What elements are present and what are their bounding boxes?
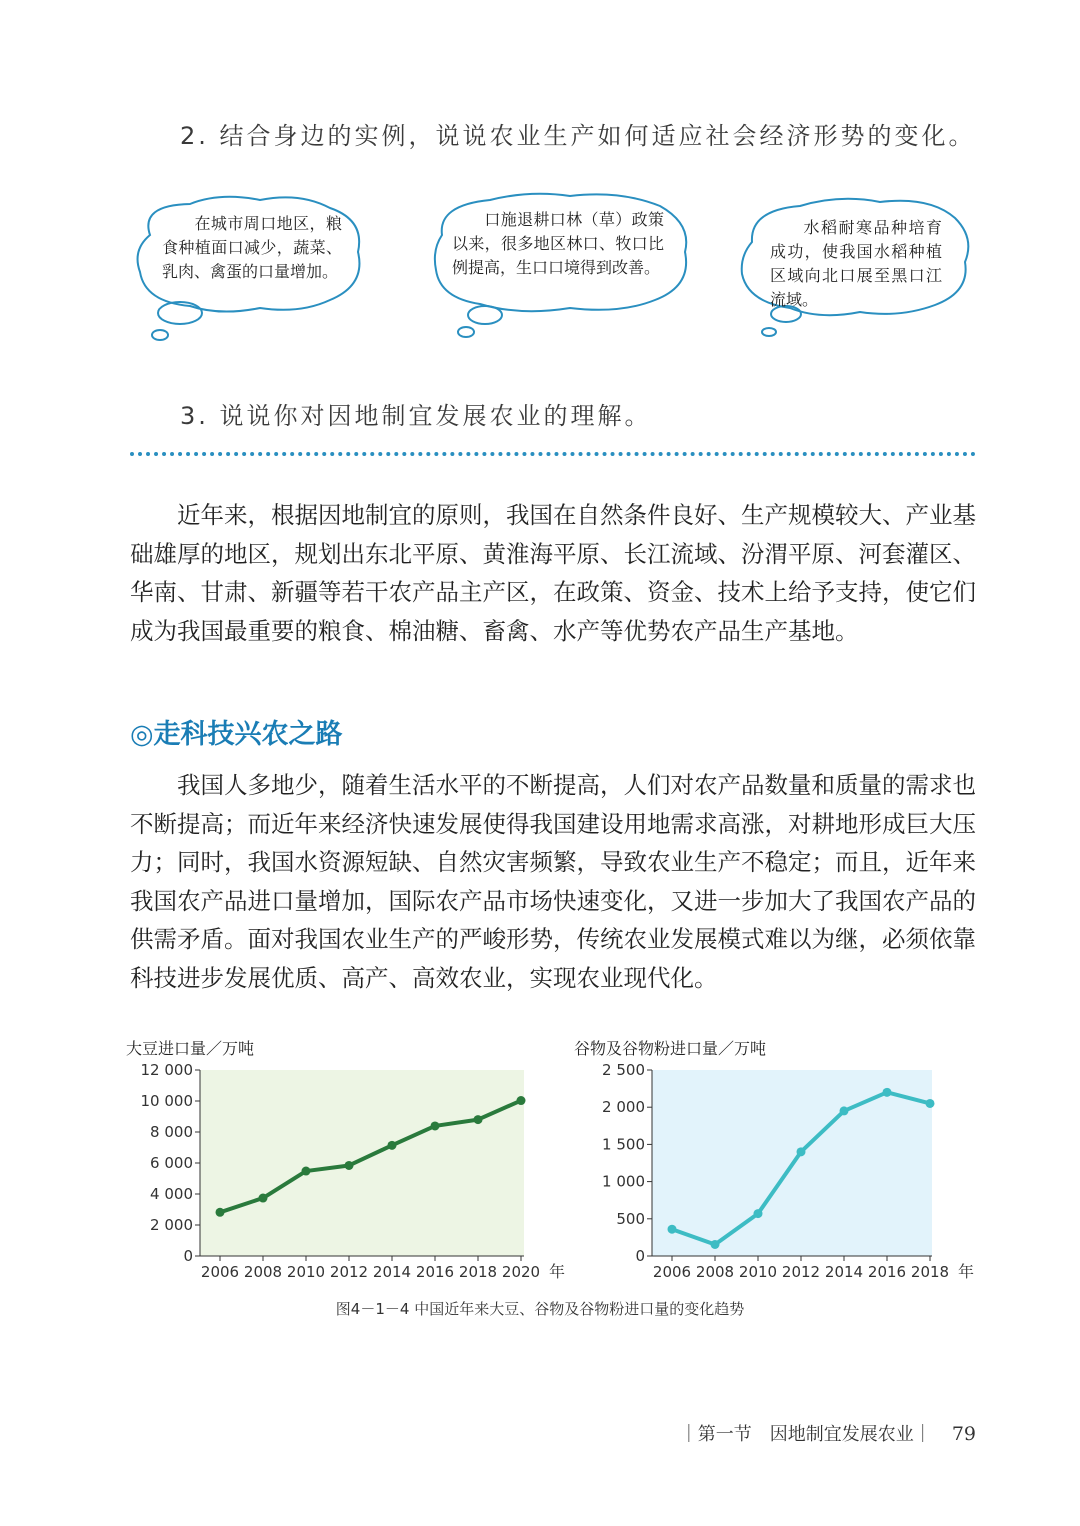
chart-1-y-tick-label: 10 000 [140,1092,193,1110]
chart-2-data-point [883,1088,892,1097]
question-2: 2. 结合身边的实例，说说农业生产如何适应社会经济形势的变化。 [180,122,976,150]
chart-2-data-point [668,1225,677,1234]
chart-2-x-tick-label: 2018 [910,1263,950,1281]
question-3: 3. 说说你对因地制宜发展农业的理解。 [180,402,652,430]
chart-2-x-tick-label: 2016 [867,1263,907,1281]
chart-1-x-tick-label: 2018 [458,1263,498,1281]
grain-import-chart [570,1058,990,1288]
chart-1-data-point [302,1167,311,1176]
section-title: ◎走科技兴农之路 [130,719,343,750]
chart-2-data-point [711,1240,720,1249]
chart-2-data-point [926,1099,935,1108]
paragraph-2: 我国人多地少，随着生活水平的不断提高，人们对农产品数量和质量的需求也不断提高；而近年来经济快速发展使得我国建设用地需求高涨，对耕地形成巨大压力；同时，我国水资源短缺、自然灾害频繁，导致农业生产不稳定；而且，近年来我国农产品进口量增加，国际农产品市场快速变化，又进一步加大了我国农产品的供需矛盾。面对我国农业生产的严峻形势，传统农业发展模式难以为继，必须依靠科技进步发展优质、高产、高效农业，实现农业现代化。 [130,771,976,992]
thought-bubble-2-tail-large [468,306,502,324]
chart-1-data-point [216,1208,225,1217]
footer-section: ｜第一节 因地制宜发展农业｜ [679,1424,932,1445]
chart-1-y-tick-label: 2 000 [150,1216,193,1234]
chart-1-y-tick-label: 12 000 [140,1061,193,1079]
chart-1-data-point [388,1141,397,1150]
chart-2-y-tick-label: 2 000 [602,1098,645,1117]
chart-1-x-tick-label: 2006 [200,1263,240,1281]
chart-1-data-point [431,1121,440,1130]
chart-1-x-axis-label: 年 [549,1262,566,1281]
bubble-text-3: 水稻耐寒品种培育成功，使我国水稻种植区域向北口展至黑口江流域。 [770,218,942,309]
chart-2-y-tick-label: 1 000 [602,1172,645,1191]
chart-2-data-point [754,1209,763,1218]
chart-1-x-tick-label: 2008 [243,1263,283,1281]
chart-2-x-tick-label: 2010 [738,1263,778,1281]
chart-1-y-tick-label: 4 000 [150,1185,193,1203]
chart-1-plot-area [200,1070,524,1256]
bubble-text-1: 在城市周口地区，粮食种植面口减少，蔬菜、乳肉、禽蛋的口量增加。 [162,214,342,281]
chart-1-x-tick-label: 2012 [329,1263,369,1281]
soybean-import-chart [120,1058,580,1288]
chart-2-x-tick-label: 2008 [695,1263,735,1281]
chart-1-data-point [474,1115,483,1124]
chart-2-data-point [840,1106,849,1115]
chart-2-y-tick-label: 2 500 [602,1061,645,1079]
chart-2-y-tick-label: 1 500 [602,1135,645,1154]
chart-2-x-tick-label: 2014 [824,1263,864,1281]
thought-bubble-3-tail-small [762,328,776,336]
chart-1-x-tick-label: 2020 [501,1263,541,1281]
chart-1-data-point [259,1194,268,1203]
chart-1-ylabel: 大豆进口量／万吨 [126,1039,255,1058]
page-number: 79 [951,1423,976,1445]
bubble-text-2: 口施退耕口林（草）政策以来，很多地区林口、牧口比例提高，生口口境得到改善。 [452,210,664,277]
chart-2-x-tick-label: 2006 [652,1263,692,1281]
chart-2-x-tick-label: 2012 [781,1263,821,1281]
chart-1-x-tick-label: 2016 [415,1263,455,1281]
thought-bubble-1-tail-small [152,330,168,340]
chart-2-y-tick-label: 500 [616,1209,645,1228]
page-footer [680,1420,976,1446]
chart-1-y-tick-label: 0 [183,1247,193,1265]
chart-1-y-tick-label: 8 000 [150,1123,193,1141]
chart-1-data-point [517,1096,526,1105]
chart-2-data-point [797,1147,806,1156]
chart-2-ylabel: 谷物及谷物粉进口量／万吨 [574,1039,767,1058]
chart-2-x-axis-label: 年 [958,1262,975,1281]
chart-1-x-tick-label: 2014 [372,1263,412,1281]
dotted-divider [130,452,976,456]
chart-1-data-point [345,1161,354,1170]
figure-caption: 图4－1－4 中国近年来大豆、谷物及谷物粉进口量的变化趋势 [335,1300,745,1318]
chart-1-x-tick-label: 2010 [286,1263,326,1281]
paragraph-1: 近年来，根据因地制宜的原则，我国在自然条件良好、生产规模较大、产业基础雄厚的地区，规划出东北平原、黄淮海平原、长江流域、汾渭平原、河套灌区、华南、甘肃、新疆等若干农产品主产区，在政策、资金、技术上给予支持，使它们成为我国最重要的粮食、棉油糖、畜禽、水产等优势农产品生产基地。 [130,501,976,645]
chart-1-y-tick-label: 6 000 [150,1154,193,1172]
thought-bubble-2-tail-small [458,327,474,337]
chart-2-y-tick-label: 0 [635,1247,645,1265]
